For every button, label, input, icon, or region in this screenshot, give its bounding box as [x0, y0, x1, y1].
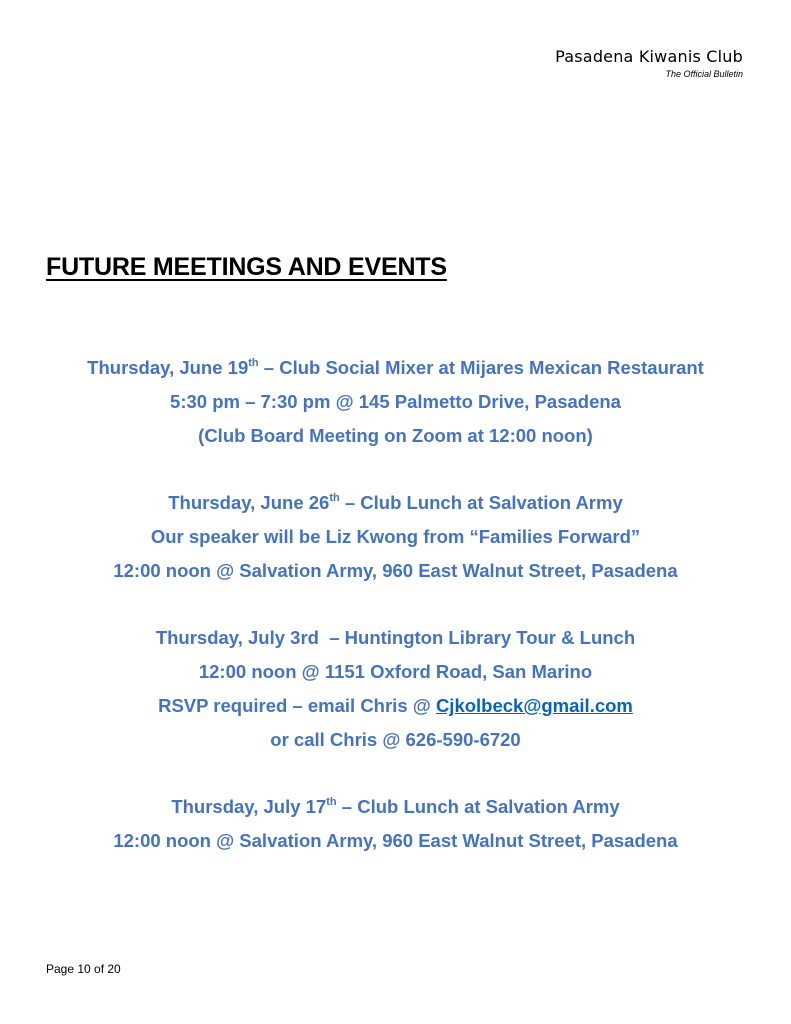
event-date: Thursday, June 19 [87, 357, 249, 378]
event-time-location: 12:00 noon @ Salvation Army, 960 East Walnut Street, Pasadena [113, 560, 678, 581]
event-june-26 [0, 486, 791, 588]
event-title: – Club Lunch at Salvation Army [336, 796, 620, 817]
club-name: Pasadena Kiwanis Club [555, 47, 743, 66]
event-rsvp [0, 689, 791, 723]
date-ordinal: th [329, 491, 340, 504]
event-july-17 [0, 790, 791, 858]
email-link[interactable]: Cjkolbeck@gmail.com [435, 695, 633, 716]
section-title: FUTURE MEETINGS AND EVENTS [46, 253, 447, 281]
event-date: Thursday, July 3rd [155, 627, 319, 648]
event-title: – Club Social Mixer at Mijares Mexican Restaurant [258, 357, 704, 378]
date-ordinal: th [248, 356, 259, 369]
date-ordinal: th [326, 795, 337, 808]
event-heading [0, 351, 791, 385]
event-heading [0, 790, 791, 824]
event-heading [0, 486, 791, 520]
event-time-location: 12:00 noon @ Salvation Army, 960 East Walnut Street, Pasadena [113, 830, 678, 851]
event-time-location: 5:30 pm – 7:30 pm @ 145 Palmetto Drive, Pasadena [170, 391, 621, 412]
page-number: Page 10 of 20 [46, 962, 121, 976]
event-speaker: Our speaker will be Liz Kwong from “Families Forward” [150, 526, 641, 547]
event-note: (Club Board Meeting on Zoom at 12:00 noon) [198, 425, 593, 446]
event-time-location: 12:00 noon @ 1151 Oxford Road, San Marino [198, 661, 593, 682]
event-heading [0, 621, 791, 655]
event-july-3 [0, 621, 791, 757]
event-phone: or call Chris @ 626-590-6720 [270, 729, 521, 750]
event-date: Thursday, June 26 [168, 492, 330, 513]
rsvp-label: RSVP required – email Chris @ [158, 695, 436, 716]
events-list [0, 351, 791, 891]
bulletin-subtitle: The Official Bulletin [665, 69, 743, 79]
event-title: – Club Lunch at Salvation Army [339, 492, 623, 513]
event-date: Thursday, July 17 [171, 796, 327, 817]
event-june-19 [0, 351, 791, 453]
bulletin-header [555, 46, 743, 80]
event-title: – Huntington Library Tour & Lunch [318, 627, 636, 648]
